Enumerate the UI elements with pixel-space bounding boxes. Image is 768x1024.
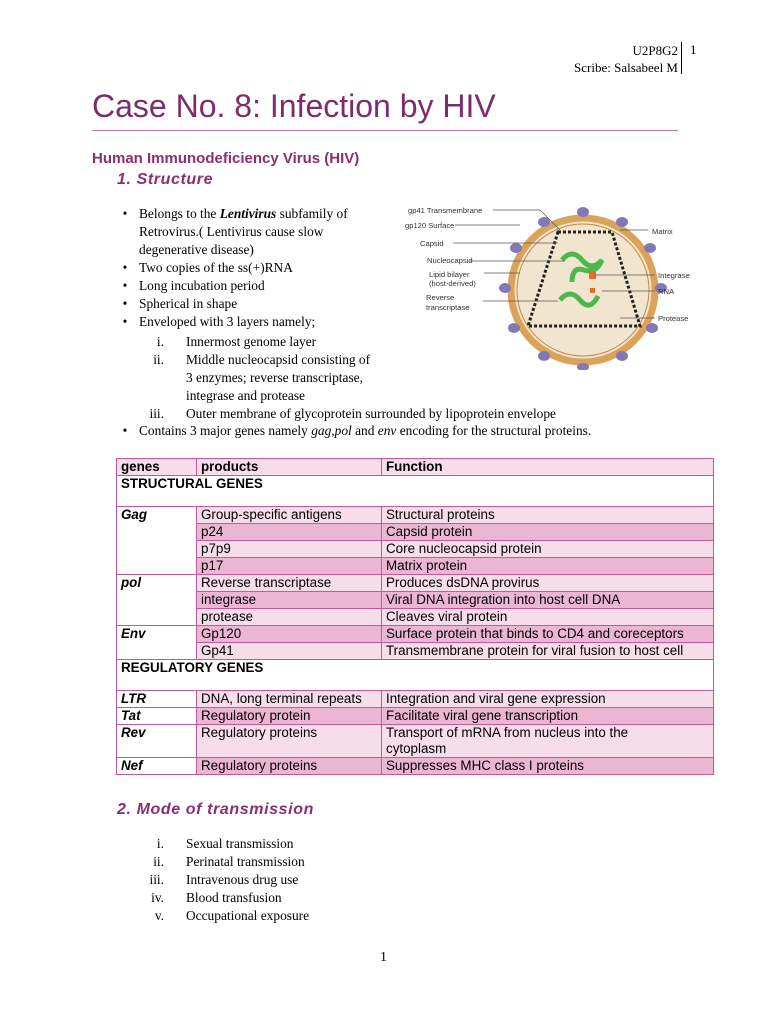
page-header [560,42,678,76]
table-row [117,626,714,643]
product-cell: Group-specific antigens [197,507,382,524]
hiv-structure-diagram [390,200,708,370]
category-regulatory: REGULATORY GENES [117,660,714,691]
table-row [117,524,714,541]
label-lipid-bilayer: Lipid bilayer [429,270,470,279]
table-row [117,725,714,758]
category-structural: STRUCTURAL GENES [117,476,714,507]
list-item-text: Sexual transmission [186,836,294,851]
label-integrase: Integrase [658,271,690,280]
list-item [114,295,414,313]
list-item-text: Retrovirus.( Lentivirus cause slow [139,224,324,239]
list-item [114,835,514,853]
function-cell [382,725,714,758]
product-cell: protease [197,609,382,626]
list-item [114,889,514,907]
list-item [114,277,414,295]
table-category-row [117,660,714,691]
product-cell: Regulatory proteins [197,725,382,758]
table-row [117,758,714,775]
list-item [114,871,514,889]
function-cell: Produces dsDNA provirus [382,575,714,592]
list-item-number: iv. [151,890,164,905]
gene-cell: LTR [117,691,197,708]
title-rule [92,130,678,131]
list-item-text: Enveloped with 3 layers namely; [139,314,316,329]
bullet-icon: • [122,423,128,438]
product-cell: Regulatory proteins [197,758,382,775]
list-item-number: i. [156,836,164,851]
product-cell: Reverse transcriptase [197,575,382,592]
function-cell: Viral DNA integration into host cell DNA [382,592,714,609]
gene-cell: pol [117,575,197,626]
table-row [117,708,714,725]
gene-cell: Gag [117,507,197,575]
table-row [117,592,714,609]
product-cell: p24 [197,524,382,541]
column-header: genes [117,459,197,476]
integrase-shape [590,288,595,293]
list-item-number: i. [156,334,164,349]
product-cell: DNA, long terminal repeats [197,691,382,708]
function-cell: Core nucleocapsid protein [382,541,714,558]
list-item-text: subfamily of [276,206,348,221]
function-cell: Capsid protein [382,524,714,541]
list-item-text: Perinatal transmission [186,854,305,869]
list-item-text: encoding for the structural proteins. [396,423,592,438]
list-item [114,907,514,925]
table-row [117,609,714,626]
function-cell: Suppresses MHC class I proteins [382,758,714,775]
list-item [114,853,514,871]
product-cell: Regulatory protein [197,708,382,725]
label-capsid: Capsid [420,239,444,248]
label-gp41: gp41 Transmembrane [408,206,483,215]
list-item-number: iii. [149,872,164,887]
function-cell: Transmembrane protein for viral fusion to host cell [382,643,714,660]
label-nucleocapsid: Nucleocapsid [427,256,473,265]
function-cell: Structural proteins [382,507,714,524]
header-scribe: Scribe: Salsabeel M [574,60,678,75]
gene-cell: Env [117,626,197,660]
list-item-number: ii. [153,854,164,869]
list-item-text: Innermost genome layer [186,334,317,349]
list-item-text: degenerative disease) [139,242,254,257]
label-transcriptase: transcriptase [426,303,470,312]
bullet-icon: • [122,206,128,221]
integrase-shape [589,272,596,279]
list-item-text: Middle nucleocapsid consisting of [186,352,371,367]
gene-cell: Nef [117,758,197,775]
list-item-text: Occupational exposure [186,908,310,923]
function-line: cytoplasm [386,741,447,756]
list-item-text: Two copies of the ss(+)RNA [139,260,293,275]
list-item-text: Outer membrane of glycoprotein surrounded by lipoprotein envelope [186,406,556,421]
genes-table [116,458,714,775]
transmission-list [114,835,514,925]
list-item-text: Blood transfusion [186,890,282,905]
gene-cell: Tat [117,708,197,725]
label-reverse: Reverse [426,293,455,302]
structure-list [114,205,414,331]
header-divider [681,42,682,74]
table-row [117,507,714,524]
function-cell: Matrix protein [382,558,714,575]
table-row [117,541,714,558]
list-item [114,405,634,423]
list-item-number: iii. [149,406,164,421]
list-item [114,259,414,277]
page-subtitle: Human Immunodeficiency Virus (HIV) [92,150,360,167]
bullet-icon: • [122,314,128,329]
section-structure-heading: 1. Structure [117,171,214,188]
label-protease: Protease [658,314,689,323]
gene-name: gag,pol [311,423,352,438]
function-cell: Integration and viral gene expression [382,691,714,708]
list-item-text: Spherical in shape [139,296,238,311]
list-item-text: Intravenous drug use [186,872,299,887]
column-header: products [197,459,382,476]
list-item-text: Long incubation period [139,278,265,293]
list-item-text: and [351,423,378,438]
label-gp120: gp120 Surface [405,221,455,230]
page-title: Case No. 8: Infection by HIV [92,88,496,124]
table-header-row [117,459,714,476]
function-cell: Cleaves viral protein [382,609,714,626]
table-row [117,575,714,592]
list-item-text: 3 enzymes; reverse transcriptase, [186,370,363,385]
table-row [117,558,714,575]
table-category-row [117,476,714,507]
product-cell: Gp120 [197,626,382,643]
function-cell: Facilitate viral gene transcription [382,708,714,725]
product-cell: p7p9 [197,541,382,558]
product-cell: p17 [197,558,382,575]
list-item-emphasis: Lentivirus [219,206,277,221]
list-item-text: Belongs to the [139,206,220,221]
list-item-text: integrase and protease [186,388,305,403]
product-cell: Gp41 [197,643,382,660]
table-row [117,643,714,660]
label-rna: RNA [658,287,675,296]
list-item [114,205,414,259]
column-header: Function [382,459,714,476]
function-cell: Surface protein that binds to CD4 and coreceptors [382,626,714,643]
table-row [117,691,714,708]
label-lipid-host: (host-derived) [429,279,476,288]
gene-name: env [377,423,397,438]
list-item-number: v. [154,908,164,923]
footer-page-number: 1 [380,950,387,965]
list-item-number: ii. [153,352,164,367]
list-item [114,313,414,331]
list-item-text: Contains 3 major genes namely [139,423,312,438]
gene-cell: Rev [117,725,197,758]
label-matrix: Matrix [652,227,673,236]
product-cell: integrase [197,592,382,609]
bullet-icon: • [122,278,128,293]
header-page-number: 1 [690,42,697,57]
header-code: U2P8G2 [632,43,678,58]
section-transmission-heading: 2. Mode of transmission [117,801,314,818]
function-line: Transport of mRNA from nucleus into the [386,725,629,740]
bullet-icon: • [122,260,128,275]
bullet-icon: • [122,296,128,311]
